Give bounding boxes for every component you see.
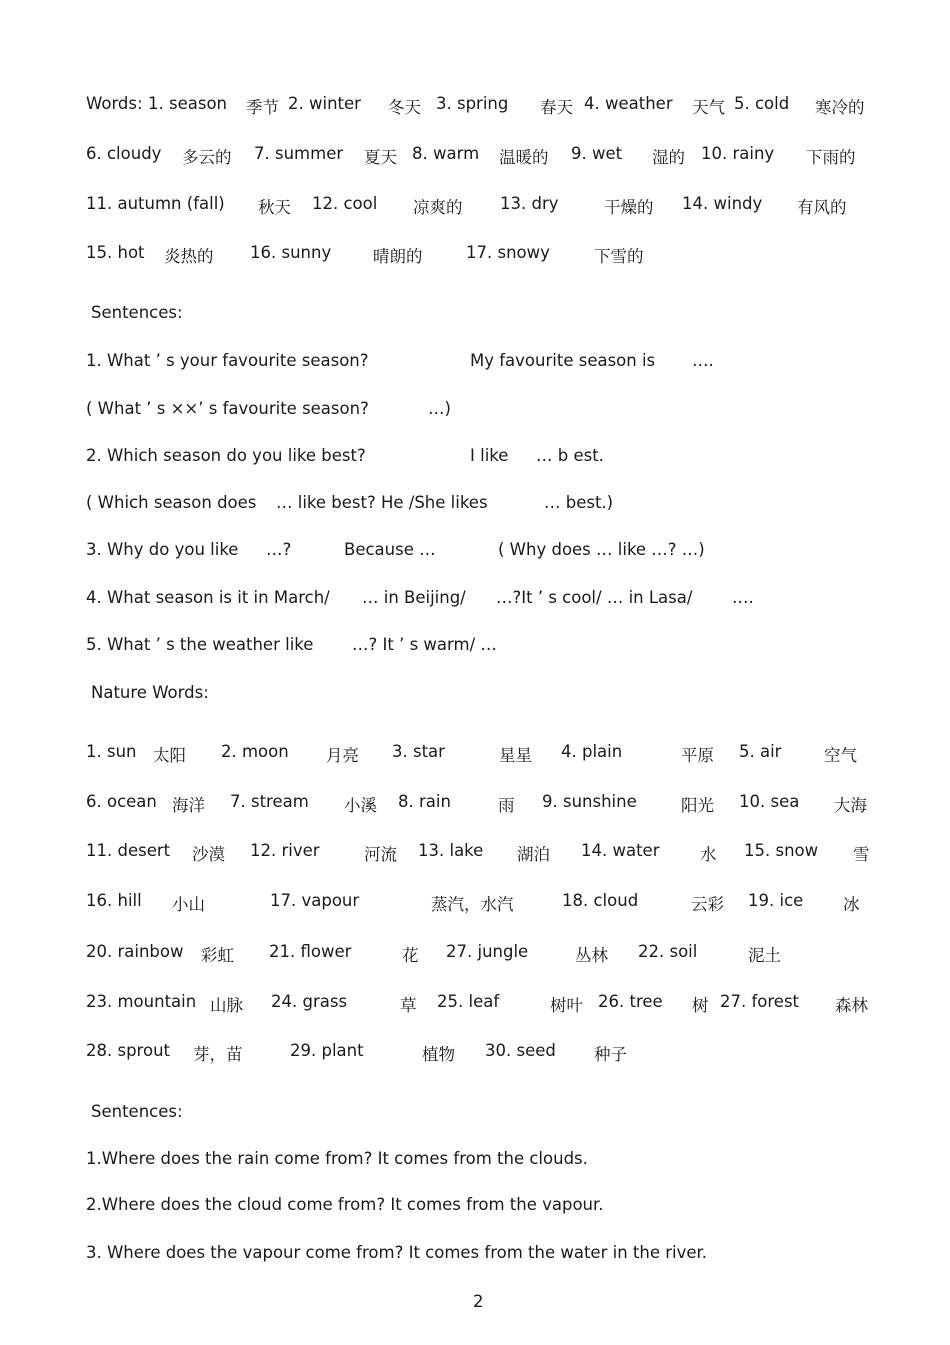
sentence-text: Because … [344, 540, 436, 559]
word-zh: 下雨的 [806, 148, 856, 167]
word-en: 12. river [250, 841, 320, 860]
word-en: 18. cloud [562, 891, 639, 910]
word-zh: 干燥的 [604, 198, 654, 217]
word-zh: 花 [402, 946, 419, 965]
word-en: 24. grass [271, 992, 348, 1011]
word-zh: 云彩 [691, 895, 724, 914]
word-zh: 树叶 [550, 996, 583, 1015]
word-en: 7. summer [254, 144, 344, 163]
word-en: 13. lake [418, 841, 484, 860]
sentence-text: I like [470, 446, 509, 465]
word-zh: 湿的 [652, 148, 685, 167]
word-zh: 水 [700, 845, 717, 864]
word-en: 27. forest [720, 992, 800, 1011]
sentence-text: …. [732, 588, 754, 607]
word-zh: 温暖的 [499, 148, 549, 167]
word-zh: 炎热的 [164, 247, 214, 266]
sentence-line: 2.Where does the cloud come from? It comes from the vapour. [86, 1195, 604, 1214]
word-en: 5. cold [734, 94, 790, 113]
word-en: 9. sunshine [542, 792, 637, 811]
word-en: 22. soil [638, 942, 698, 961]
word-en: 10. sea [739, 792, 800, 811]
sentence-text: …) [428, 399, 451, 418]
word-en: 6. cloudy [86, 144, 162, 163]
word-en: 13. dry [500, 194, 559, 213]
word-zh: 阳光 [681, 796, 714, 815]
word-zh: 有风的 [797, 198, 847, 217]
word-zh: 湖泊 [517, 845, 550, 864]
word-en: 26. tree [598, 992, 663, 1011]
word-en: 14. windy [682, 194, 763, 213]
word-en: 4. plain [561, 742, 623, 761]
word-zh: 小溪 [344, 796, 377, 815]
word-en: 17. vapour [270, 891, 360, 910]
word-en: 3. star [392, 742, 445, 761]
sentence-text: …?It ’ s cool/ … in Lasa/ [496, 588, 693, 607]
word-zh: 凉爽的 [413, 198, 463, 217]
page-number: 2 [473, 1292, 484, 1311]
sentence-line: 3. Where does the vapour come from? It comes from the water in the river. [86, 1243, 708, 1262]
word-zh: 下雪的 [594, 247, 644, 266]
word-zh: 雪 [853, 845, 870, 864]
word-zh: 丛林 [575, 946, 608, 965]
word-en: 11. autumn (fall) [86, 194, 225, 213]
sentence-text: 3. Why do you like [86, 540, 239, 559]
word-zh: 平原 [681, 746, 714, 765]
word-zh: 彩虹 [201, 946, 234, 965]
word-en: 2. winter [288, 94, 361, 113]
word-zh: 沙漠 [192, 845, 225, 864]
words-label: Words: [86, 94, 143, 113]
word-en: 28. sprout [86, 1041, 170, 1060]
sentence-line: 1.Where does the rain come from? It comes from the clouds. [86, 1149, 588, 1168]
word-en: 17. snowy [466, 243, 550, 262]
word-zh: 山脉 [210, 996, 243, 1015]
word-en: 5. air [739, 742, 782, 761]
word-zh: 季节 [246, 98, 279, 117]
word-en: 9. wet [571, 144, 623, 163]
word-en: 2. moon [221, 742, 289, 761]
sentences-heading: Sentences: [91, 303, 183, 322]
sentence-text: … like best? He /She likes [276, 493, 488, 512]
word-zh: 寒冷的 [815, 98, 865, 117]
word-en: 25. leaf [437, 992, 500, 1011]
word-zh: 天气 [692, 98, 725, 117]
sentence-text: 4. What season is it in March/ [86, 588, 330, 607]
sentence-text: …? [266, 540, 292, 559]
word-zh: 雨 [498, 796, 515, 815]
word-en: 15. snow [744, 841, 819, 860]
word-zh: 多云的 [182, 148, 232, 167]
word-en: 7. stream [230, 792, 309, 811]
sentence-text: 5. What ’ s the weather like [86, 635, 314, 654]
word-en: 21. flower [269, 942, 352, 961]
sentence-text: ( Which season does [86, 493, 257, 512]
word-zh: 芽，苗 [193, 1045, 243, 1064]
word-en: 30. seed [485, 1041, 556, 1060]
word-en: 19. ice [748, 891, 804, 910]
sentence-text: ( Why does … like …? …) [498, 540, 705, 559]
word-zh: 小山 [172, 895, 205, 914]
word-zh: 月亮 [326, 746, 359, 765]
word-zh: 海洋 [172, 796, 205, 815]
word-zh: 蒸汽，水汽 [431, 895, 514, 914]
sentence-text: … b est. [536, 446, 604, 465]
word-zh: 树 [692, 996, 709, 1015]
word-zh: 夏天 [364, 148, 397, 167]
word-en: 3. spring [436, 94, 509, 113]
word-en: 8. warm [412, 144, 480, 163]
word-en: 6. ocean [86, 792, 157, 811]
word-zh: 河流 [364, 845, 397, 864]
word-en: 27. jungle [446, 942, 529, 961]
word-en: 20. rainbow [86, 942, 184, 961]
word-en: 4. weather [584, 94, 673, 113]
sentences-heading-2: Sentences: [91, 1102, 183, 1121]
word-en: 11. desert [86, 841, 171, 860]
word-zh: 冬天 [388, 98, 421, 117]
sentence-text: …? It ’ s warm/ … [352, 635, 497, 654]
sentence-text: … best.) [544, 493, 614, 512]
sentence-text: …. [692, 351, 714, 370]
word-en: 29. plant [290, 1041, 364, 1060]
word-en: 12. cool [312, 194, 378, 213]
word-en: 16. hill [86, 891, 142, 910]
word-zh: 冰 [843, 895, 860, 914]
word-zh: 种子 [594, 1045, 627, 1064]
word-zh: 植物 [422, 1045, 455, 1064]
sentence-text: 2. Which season do you like best? [86, 446, 366, 465]
word-en: 10. rainy [701, 144, 775, 163]
word-en: 23. mountain [86, 992, 197, 1011]
word-zh: 太阳 [153, 746, 186, 765]
sentence-text: My favourite season is [470, 351, 656, 370]
word-zh: 森林 [835, 996, 868, 1015]
nature-words-heading: Nature Words: [91, 683, 209, 702]
word-zh: 春天 [540, 98, 573, 117]
word-zh: 空气 [824, 746, 857, 765]
word-en: 1. season [148, 94, 227, 113]
word-en: 15. hot [86, 243, 145, 262]
word-en: 1. sun [86, 742, 137, 761]
sentence-text: 1. What ’ s your favourite season? [86, 351, 369, 370]
word-zh: 大海 [834, 796, 867, 815]
word-zh: 泥土 [748, 946, 781, 965]
sentence-text: … in Beijing/ [362, 588, 466, 607]
word-zh: 秋天 [258, 198, 291, 217]
word-zh: 晴朗的 [373, 247, 423, 266]
word-en: 8. rain [398, 792, 451, 811]
word-en: 14. water [581, 841, 660, 860]
word-zh: 星星 [499, 746, 532, 765]
word-en: 16. sunny [250, 243, 332, 262]
word-zh: 草 [400, 996, 417, 1015]
sentence-text: ( What ’ s ××’ s favourite season? [86, 399, 369, 418]
